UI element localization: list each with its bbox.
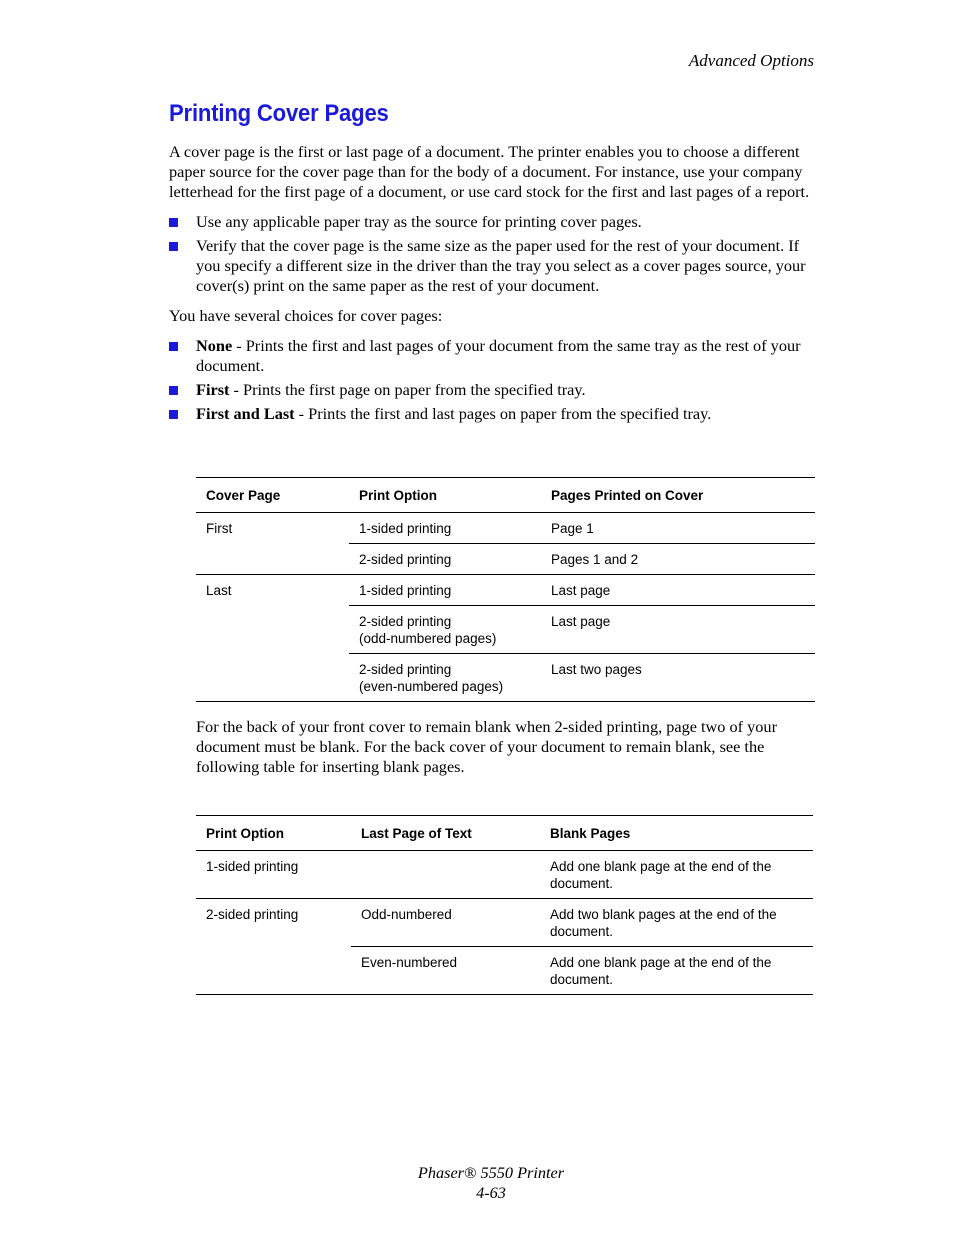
table-cell: First <box>196 513 349 575</box>
column-header: Cover Page <box>196 478 349 513</box>
table-cell: Last <box>196 575 349 702</box>
page-footer <box>0 1163 954 1203</box>
square-bullet-icon <box>169 410 178 419</box>
blank-pages-table <box>196 815 813 995</box>
table-cell: 2-sided printing <box>196 899 351 995</box>
cover-page-choices-list <box>169 336 815 424</box>
table-cell: Page 1 <box>541 513 815 544</box>
choice-desc: - Prints the first and last pages of your document from the same tray as the rest of your document. <box>196 336 801 375</box>
blank-pages-note: For the back of your front cover to remain blank when 2-sided printing, page two of your document must be blank. For the back cover of your document to remain blank, see the following table for inserting blank pages. <box>196 717 777 776</box>
list-item <box>169 236 815 296</box>
column-header: Blank Pages <box>540 816 813 851</box>
choice-term: None <box>196 336 233 355</box>
table-row <box>196 575 815 606</box>
column-header: Print Option <box>349 478 541 513</box>
choice-term: First and Last <box>196 404 295 423</box>
list-item-text: Use any applicable paper tray as the source for printing cover pages. <box>196 212 642 231</box>
square-bullet-icon <box>169 218 178 227</box>
choice-term: First <box>196 380 230 399</box>
table-cell <box>351 851 540 899</box>
main-content <box>169 100 815 434</box>
table-row <box>196 899 813 947</box>
table-row <box>196 513 815 544</box>
table-cell: 2-sided printing (even-numbered pages) <box>349 654 541 702</box>
table-cell: 1-sided printing <box>196 851 351 899</box>
footer-product: Phaser® 5550 Printer <box>417 1163 565 1182</box>
square-bullet-icon <box>169 386 178 395</box>
table-cell: Last page <box>541 606 815 654</box>
intro-paragraph: A cover page is the first or last page of a document. The printer enables you to choose a different paper source for the cover page than for the body of a document. For instance, use your company letterhead for the first page of a document, or use card stock for the first and last pages of a report. <box>169 142 810 201</box>
list-item <box>169 380 815 400</box>
page-title: Printing Cover Pages <box>169 100 389 127</box>
table-cell: Add two blank pages at the end of the document. <box>540 899 813 947</box>
table-cell: Pages 1 and 2 <box>541 544 815 575</box>
choice-desc: - Prints the first page on paper from the specified tray. <box>229 380 586 399</box>
table-cell: Last two pages <box>541 654 815 702</box>
square-bullet-icon <box>169 342 178 351</box>
list-item <box>169 404 815 424</box>
table-cell: 2-sided printing <box>349 544 541 575</box>
choice-desc: - Prints the first and last pages on paper from the specified tray. <box>294 404 712 423</box>
list-item <box>169 212 815 232</box>
table-cell: 1-sided printing <box>349 513 541 544</box>
list-item-text: Verify that the cover page is the same size as the paper used for the rest of your document. If you specify a different size in the driver than the tray you select as a cover pages source, your cover(s) print on the same paper as the rest of your document. <box>196 236 806 295</box>
table-header-row <box>196 478 815 513</box>
table-cell: Last page <box>541 575 815 606</box>
table-cell: Odd-numbered <box>351 899 540 947</box>
table-cell: Even-numbered <box>351 947 540 995</box>
footer-page-number: 4-63 <box>476 1183 506 1202</box>
table-cell: Add one blank page at the end of the document. <box>540 851 813 899</box>
column-header: Print Option <box>196 816 351 851</box>
list-item <box>169 336 815 376</box>
square-bullet-icon <box>169 242 178 251</box>
choices-intro: You have several choices for cover pages: <box>169 306 443 325</box>
column-header: Last Page of Text <box>351 816 540 851</box>
table-cell: Add one blank page at the end of the document. <box>540 947 813 995</box>
table-cell: 2-sided printing (odd-numbered pages) <box>349 606 541 654</box>
column-header: Pages Printed on Cover <box>541 478 815 513</box>
table-cell: 1-sided printing <box>349 575 541 606</box>
running-header: Advanced Options <box>688 51 814 70</box>
cover-page-tips-list <box>169 212 815 296</box>
table-row <box>196 851 813 899</box>
table-header-row <box>196 816 813 851</box>
cover-pages-table <box>196 477 815 702</box>
